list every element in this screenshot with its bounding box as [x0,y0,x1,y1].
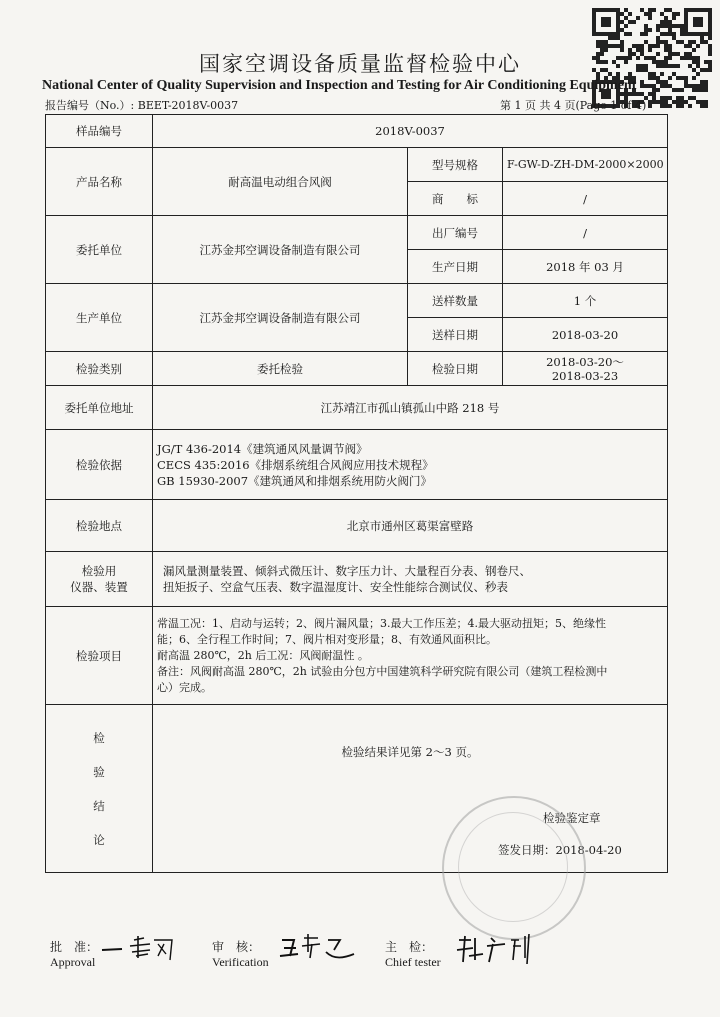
qr-module [640,80,644,84]
qr-module [648,8,652,12]
qr-module [644,32,648,36]
qr-module [660,40,664,44]
basis-item: CECS 435:2016《排烟系统组合风阀应用技术规程》 [157,457,434,472]
qr-module [628,20,632,24]
qr-module [704,88,708,92]
qr-module [668,8,672,12]
qr-module [672,100,676,104]
qr-module [624,8,628,12]
qr-module [664,104,668,108]
qr-module [644,40,648,44]
conclusion-text: 检验结果详见第 2～3 页。 [341,744,479,759]
conclusion-cell [153,705,668,873]
conclusion-label-char: 论 [93,832,105,847]
items-line: 常温工况：1、启动与运转；2、阀片漏风量；3.最大工作压差；4.最大驱动扭矩；5、绝缘性 [157,616,606,630]
product-name-value: 耐高温电动组合风阀 [153,148,408,216]
qr-module [660,84,664,88]
manufacturer-label: 生产单位 [46,284,153,352]
inspection-date-end: 2018-03-23 [551,368,619,383]
qr-module [668,20,672,24]
qr-module [624,16,628,20]
qr-module [688,96,692,100]
client-address-label: 委托单位地址 [46,386,153,430]
client-label: 委托单位 [46,216,153,284]
qr-module [676,96,680,100]
qr-module [664,24,668,28]
items-line: 备注：风阀耐高温 280℃，2h 试验由分包方中国建筑科学研究院有限公司（建筑工程检测中 [157,664,608,678]
qr-module [596,40,600,44]
production-date-label: 生产日期 [408,250,503,284]
qr-module [700,80,704,84]
qr-module [672,24,676,28]
qr-module [676,100,680,104]
sample-qty-value: 1 个 [503,284,668,318]
qr-module [648,16,652,20]
qr-module [640,84,644,88]
qr-module [660,24,664,28]
qr-module [676,40,680,44]
qr-module [696,84,700,88]
trademark-value: / [503,182,668,216]
qr-module [656,36,660,40]
basis-label: 检验依据 [46,430,153,500]
page-info: 第 1 页 共 4 页(Page 1 of 4) [500,99,647,112]
qr-module [692,88,696,92]
qr-module [620,12,624,16]
qr-module [652,96,656,100]
instruments-line: 漏风量测量装置、倾斜式微压计、数字压力计、大量程百分表、钢卷尺、 [163,564,531,578]
qr-module [704,40,708,44]
model-value: F-GW-D-ZH-DM-2000×2000 [503,148,668,182]
qr-module [600,40,604,44]
qr-module [668,24,672,28]
qr-module [612,36,616,40]
qr-module [708,36,712,40]
items-line: 耐高温 280℃，2h 后工况：风阀耐温性 。 [157,648,369,662]
qr-module [640,92,644,96]
qr-module [652,100,656,104]
approval-label-english: Approval [50,955,96,969]
qr-module [668,96,672,100]
qr-module [660,32,664,36]
qr-module [620,28,624,32]
conclusion-label-char: 检 [93,730,105,745]
seal-label: 检验鉴定章 [543,810,601,825]
qr-module [664,96,668,100]
qr-module [672,36,676,40]
conclusion-label-char: 结 [93,798,105,813]
qr-module [664,32,668,36]
qr-module [652,88,656,92]
qr-module [700,88,704,92]
qr-module [700,84,704,88]
qr-module [664,40,668,44]
qr-module [648,92,652,96]
qr-module [660,80,664,84]
chief-tester-signature-icon [455,932,535,968]
qr-module [648,100,652,104]
inspection-date-start: 2018-03-20～ [546,354,624,369]
document-title-english: National Center of Quality Supervision and Inspection and Testing for Air Conditioning Equipment [42,78,637,93]
chief-tester-label-english: Chief tester [385,955,441,969]
sample-qty-label: 送样数量 [408,284,503,318]
basis-item: JG/T 436-2014《建筑通风风量调节阀》 [157,441,368,456]
qr-module [692,96,696,100]
qr-module [668,84,672,88]
qr-module [668,104,672,108]
delivery-date-value: 2018-03-20 [503,318,668,352]
qr-module [700,100,704,104]
chief-tester-block [385,938,441,970]
qr-module [660,100,664,104]
qr-module [648,12,652,16]
inspection-date-label: 检验日期 [408,352,503,386]
qr-module [680,100,684,104]
basis-list [153,430,668,500]
location-label: 检验地点 [46,500,153,552]
qr-module [684,84,688,88]
qr-module [616,36,620,40]
sample-no-value: 2018V-0037 [153,115,668,148]
qr-module [688,84,692,88]
qr-module [664,16,668,20]
client-value: 江苏金邦空调设备制造有限公司 [153,216,408,284]
qr-module [700,104,704,108]
inspection-type-label: 检验类别 [46,352,153,386]
items-line: 能；6、全行程工作时间；7、阀片相对变形量；8、有效通风面积比。 [157,632,497,646]
qr-module [680,24,684,28]
qr-module [672,32,676,36]
issue-date: 签发日期：2018-04-20 [498,842,622,857]
location-value: 北京市通州区葛渠富壁路 [153,500,668,552]
qr-module [660,20,664,24]
qr-module [656,100,660,104]
model-label: 型号规格 [408,148,503,182]
qr-module [700,36,704,40]
qr-module [624,32,628,36]
inspection-date-value [503,352,668,386]
qr-module [704,100,708,104]
qr-module [668,28,672,32]
qr-module [704,84,708,88]
inspection-type-value: 委托检验 [153,352,408,386]
inspection-report-table [45,114,668,873]
qr-module [688,40,692,44]
report-number: 报告编号（No.）: BEET-2018V-0037 [45,99,239,112]
instruments-line: 扭矩扳子、空盒气压表、数字温湿度计、安全性能综合测试仪、秒表 [163,580,508,594]
qr-module [692,84,696,88]
qr-module [664,80,668,84]
instruments-label-line1: 检验用 [81,564,117,578]
document-title: 国家空调设备质量监督检验中心 [199,52,521,76]
manufacturer-value: 江苏金邦空调设备制造有限公司 [153,284,408,352]
qr-module [640,8,644,12]
qr-module [672,12,676,16]
qr-module [664,20,668,24]
qr-module [652,8,656,12]
conclusion-label-char: 验 [93,764,105,779]
qr-module [644,12,648,16]
verification-signature-icon [278,930,358,964]
conclusion-label [46,705,153,873]
qr-module [628,12,632,16]
qr-module [656,28,660,32]
qr-module [680,88,684,92]
instruments-list [153,552,668,607]
qr-module [656,40,660,44]
qr-module [680,32,684,36]
approval-signature-icon [100,932,180,966]
qr-module [644,24,648,28]
qr-module [680,96,684,100]
qr-module [692,40,696,44]
qr-module [656,80,660,84]
factory-no-value: / [503,216,668,250]
qr-module [676,88,680,92]
qr-module [636,92,640,96]
qr-module [696,100,700,104]
qr-module [676,12,680,16]
production-date-value: 2018 年 03 月 [503,250,668,284]
qr-module [676,24,680,28]
qr-module [608,36,612,40]
qr-module [632,20,636,24]
sample-no-label: 样品编号 [46,115,153,148]
qr-module [656,24,660,28]
basis-item: GB 15930-2007《建筑通风和排烟系统用防火阀门》 [157,473,433,488]
delivery-date-label: 送样日期 [408,318,503,352]
items-list [153,607,668,705]
verification-label-english: Verification [212,955,269,969]
trademark-label: 商 标 [408,182,503,216]
qr-module [680,40,684,44]
qr-module [648,28,652,32]
qr-module [696,88,700,92]
verification-label: 审 核： [212,940,261,954]
items-label: 检验项目 [46,607,153,705]
qr-module [672,16,676,20]
qr-module [688,104,692,108]
verification-block [212,938,269,970]
qr-module [664,100,668,104]
qr-module [660,12,664,16]
instruments-label [46,552,153,607]
qr-module [604,40,608,44]
qr-module [660,104,664,108]
instruments-label-line2: 仪器、装置 [70,580,128,594]
qr-module [684,80,688,84]
items-line: 心）完成。 [157,680,212,694]
official-seal-icon [442,796,586,940]
chief-tester-label: 主 检： [385,940,434,954]
qr-module [704,104,708,108]
qr-module [652,92,656,96]
qr-module [684,100,688,104]
approval-block [50,938,98,970]
product-name-label: 产品名称 [46,148,153,216]
qr-module [680,104,684,108]
qr-module [640,32,644,36]
qr-module [700,40,704,44]
qr-module [644,28,648,32]
qr-module [648,104,652,108]
qr-module [652,84,656,88]
factory-no-label: 出厂编号 [408,216,503,250]
qr-module [672,88,676,92]
qr-module [680,28,684,32]
qr-module [644,84,648,88]
qr-module [676,104,680,108]
approval-label: 批 准： [50,940,99,954]
qr-module [636,16,640,20]
official-seal-inner-ring [458,812,568,922]
qr-module [664,84,668,88]
qr-module [668,32,672,36]
qr-module [628,32,632,36]
qr-module [656,88,660,92]
qr-module [704,80,708,84]
qr-module [620,20,624,24]
qr-module [624,24,628,28]
qr-module [620,40,624,44]
qr-module [660,96,664,100]
qr-module [648,84,652,88]
client-address-value: 江苏靖江市孤山镇孤山中路 218 号 [153,386,668,430]
qr-module [664,8,668,12]
